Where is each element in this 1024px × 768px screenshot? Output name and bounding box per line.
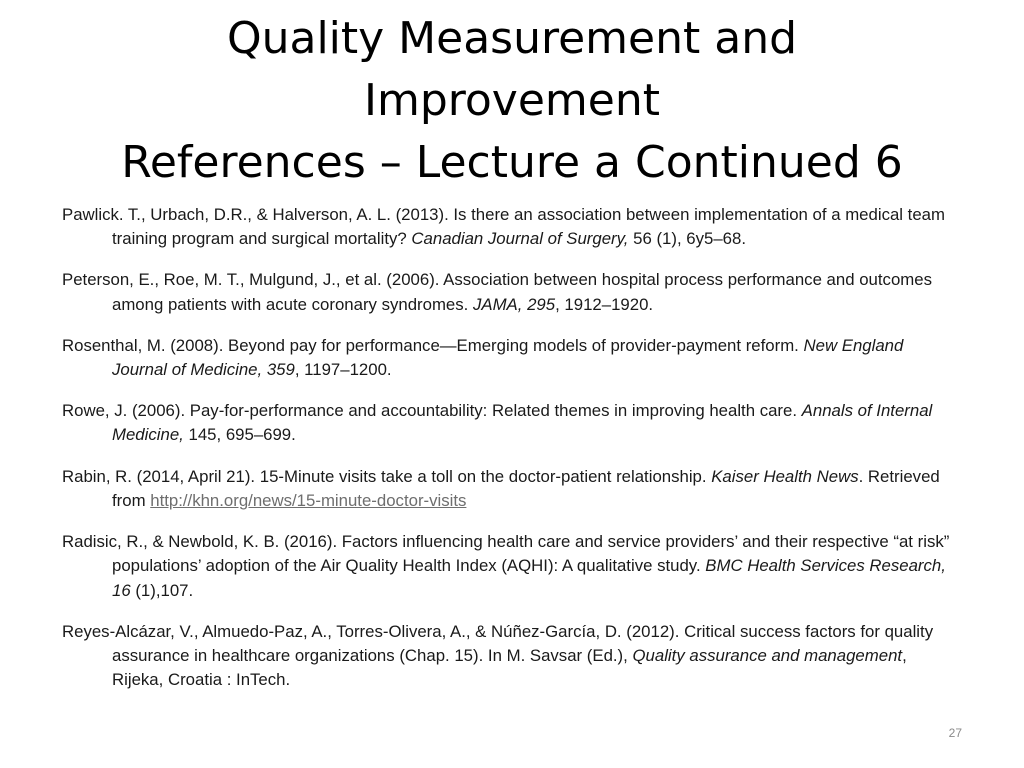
- reference-details: (1),107.: [130, 580, 194, 600]
- reference-item: [62, 203, 962, 252]
- reference-details: 56 (1), 6y5–68.: [628, 229, 746, 249]
- reference-item: [62, 465, 962, 514]
- reference-details: 145, 695–699.: [183, 425, 296, 445]
- reference-item: [62, 334, 962, 383]
- reference-source: New England Journal of Medicine, 359: [112, 335, 904, 380]
- reference-item: [62, 268, 962, 317]
- reference-text: Rosenthal, M. (2008). Beyond pay for performance—Emerging models of provider-payment reform.: [62, 335, 804, 355]
- title-line-3: References – Lecture a Continued 6: [121, 137, 903, 188]
- reference-text: Pawlick. T., Urbach, D.R., & Halverson, A. L. (2013). Is there an association between implementation of a medical team training program and surgical mortality?: [62, 205, 945, 249]
- title-line-1: Quality Measurement and: [226, 13, 798, 64]
- slide-title: [20, 8, 1004, 194]
- reference-item: [62, 530, 962, 603]
- reference-item: [62, 620, 962, 693]
- reference-text: Rowe, J. (2006). Pay-for-performance and accountability: Related themes in improving health care.: [62, 401, 802, 421]
- reference-list: [62, 203, 962, 697]
- reference-item: [62, 399, 962, 448]
- reference-source: Quality assurance and management: [632, 645, 903, 665]
- reference-details: . Retrieved from: [112, 466, 940, 510]
- reference-details: , Rijeka, Croatia : InTech.: [112, 645, 907, 690]
- reference-link[interactable]: http://khn.org/news/15-minute-doctor-visits: [150, 490, 467, 510]
- reference-text: Radisic, R., & Newbold, K. B. (2016). Factors influencing health care and service providers’ and their respective “at risk” populations’ adoption of the Air Quality Health Index (AQHI): A qualitative study.: [62, 531, 950, 576]
- reference-source: Kaiser Health News: [711, 466, 859, 486]
- reference-source: JAMA, 295: [472, 294, 556, 314]
- reference-details: , 1197–1200.: [294, 360, 392, 380]
- reference-text: Reyes-Alcázar, V., Almuedo-Paz, A., Torres-Olivera, A., & Núñez-García, D. (2012). Critical success factors for quality assurance in healthcare organizations (Chap. 15). In M. Savsar (Ed.),: [62, 621, 934, 665]
- page-number: 27: [948, 726, 962, 740]
- reference-text: Rabin, R. (2014, April 21). 15-Minute visits take a toll on the doctor-patient relationship.: [62, 466, 712, 486]
- reference-source: Annals of Internal Medicine,: [112, 401, 933, 445]
- reference-text: Peterson, E., Roe, M. T., Mulgund, J., et al. (2006). Association between hospital process performance and outcomes among patients with acute coronary syndromes.: [62, 270, 932, 314]
- reference-details: , 1912–1920.: [555, 294, 654, 314]
- reference-source: BMC Health Services Research, 16: [112, 556, 946, 600]
- title-line-2: Improvement: [364, 75, 660, 126]
- reference-source: Canadian Journal of Surgery,: [411, 229, 629, 249]
